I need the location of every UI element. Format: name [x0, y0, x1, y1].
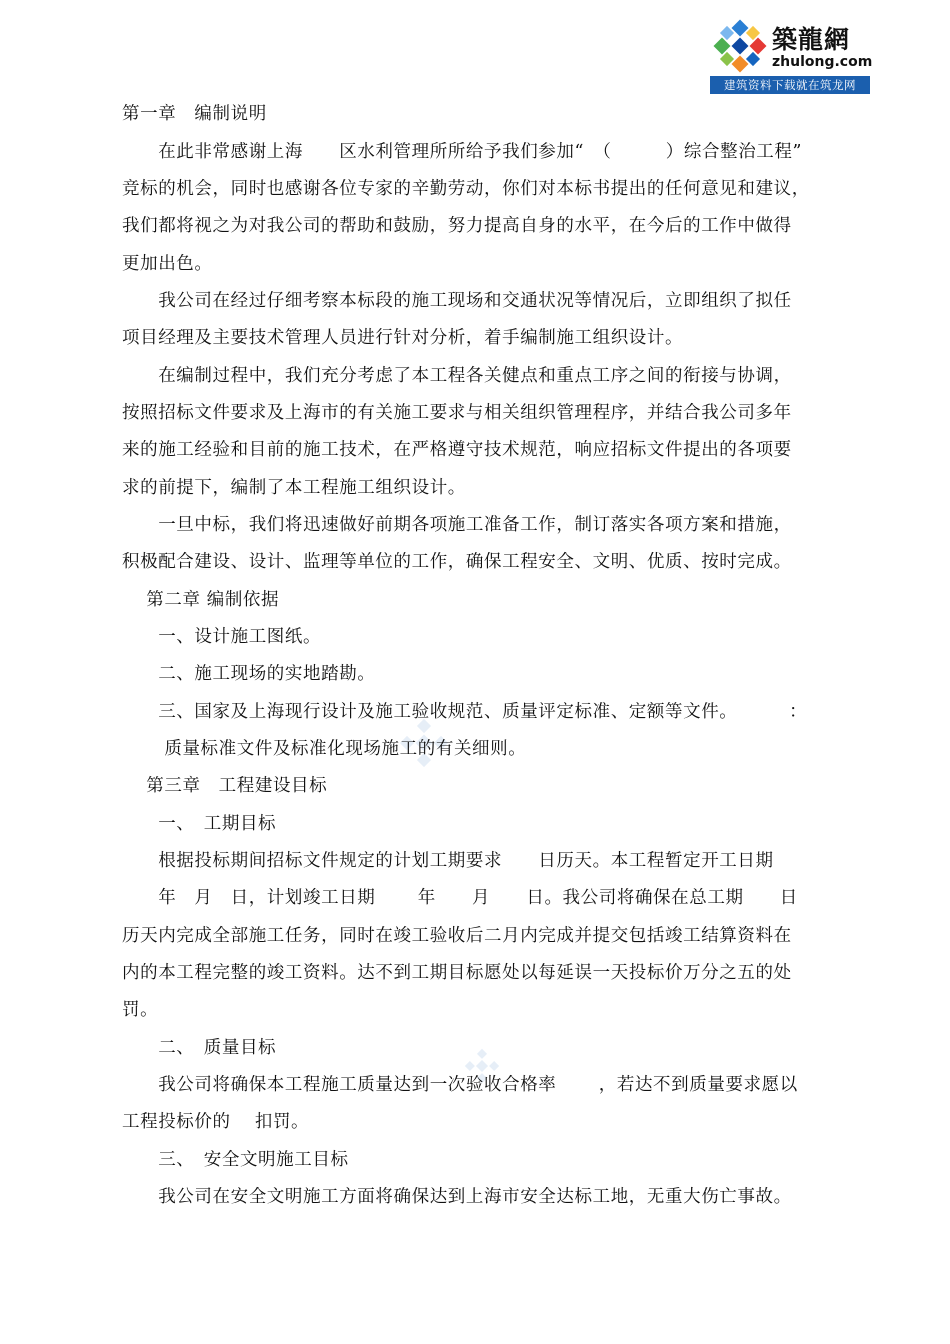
text-line: 质量标准文件及标准化现场施工的有关细则。	[122, 739, 527, 759]
text-line: 历天内完成全部施工任务，同时在竣工验收后二月内完成并提交包括竣工结算资料在	[122, 926, 792, 946]
section-heading: 一、 工期目标	[122, 814, 277, 834]
zhulong-logo	[710, 14, 873, 94]
text-line: 我公司在安全文明施工方面将确保达到上海市安全达标工地，无重大伤亡事故。	[122, 1187, 792, 1207]
text-line: 求的前提下，编制了本工程施工组织设计。	[122, 478, 466, 498]
section-heading: 三、 安全文明施工目标	[122, 1150, 349, 1170]
text-line: 按照招标文件要求及上海市的有关施工要求与相关组织管理程序，并结合我公司多年	[122, 403, 792, 423]
text-line: 我们都将视之为对我公司的帮助和鼓励，努力提高自身的水平，在今后的工作中做得	[122, 216, 792, 236]
snowflake-logo-icon	[712, 18, 768, 74]
text-line: 罚。	[122, 1000, 159, 1020]
text-line: 积极配合建设、设计、监理等单位的工作，确保工程安全、文明、优质、按时完成。	[122, 552, 792, 572]
text-line: 内的本工程完整的竣工资料。达不到工期目标愿处以每延误一天投标价万分之五的处	[122, 963, 792, 983]
section-heading: 二、 质量目标	[122, 1038, 277, 1058]
chapter-3-title: 第三章 工程建设目标	[122, 776, 328, 796]
chapter-1-title: 第一章 编制说明	[122, 104, 267, 124]
logo-header	[710, 14, 873, 76]
chapter-2-title: 第二章 编制依据	[122, 590, 280, 610]
text-line: 一旦中标，我们将迅速做好前期各项施工准备工作，制订落实各项方案和措施，	[122, 515, 792, 535]
text-line: 根据投标期间招标文件规定的计划工期要求 日历天。本工程暂定开工日期	[122, 851, 774, 871]
text-line: 工程投标价的 扣罚。	[122, 1112, 310, 1132]
logo-banner: 建筑资料下载就在筑龙网	[710, 76, 870, 94]
text-line: 在此非常感谢上海 区水利管理所所给予我们参加“ （ ）综合整治工程”	[122, 142, 803, 162]
text-line: 我公司在经过仔细考察本标段的施工现场和交通状况等情况后，立即组织了拟任	[122, 291, 792, 311]
text-line: 一、设计施工图纸。	[122, 627, 322, 647]
text-line: 我公司将确保本工程施工质量达到一次验收合格率 ，若达不到质量要求愿以	[122, 1075, 798, 1095]
logo-domain: zhulong.com	[772, 54, 873, 70]
text-line: 来的施工经验和目前的施工技术，在严格遵守技术规范，响应招标文件提出的各项要	[122, 440, 792, 460]
text-line: 竞标的机会，同时也感谢各位专家的辛勤劳动，你们对本标书提出的任何意见和建议，	[122, 179, 810, 199]
text-line: 在编制过程中，我们充分考虑了本工程各关健点和重点工序之间的衔接与协调，	[122, 366, 792, 386]
text-line: 三、国家及上海现行设计及施工验收规范、质量评定标准、定额等文件。 ：	[122, 702, 808, 722]
text-line: 项目经理及主要技术管理人员进行针对分析，着手编制施工组织设计。	[122, 328, 684, 348]
text-line: 年 月 日，计划竣工日期 年 月 日。我公司将确保在总工期 日	[122, 888, 798, 908]
text-line: 更加出色。	[122, 254, 213, 274]
text-line: 二、施工现场的实地踏勘。	[122, 664, 376, 684]
logo-name: 築龍網	[772, 25, 851, 54]
